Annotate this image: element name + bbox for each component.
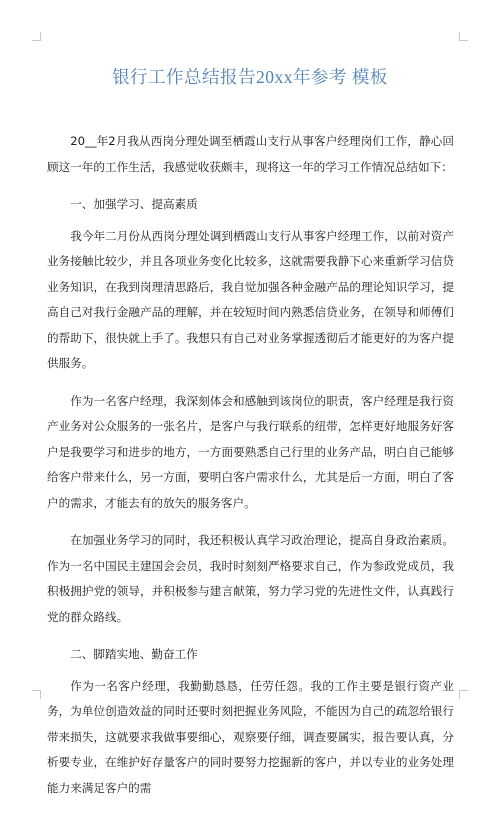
body-paragraph: 我今年二月份从西岗分理处调到栖霞山支行从事客户经理工作，以前对资产业务接触比较少，并且各项业务变化比较多，这就需要我静下心来重新学习信贷业务知识，在我到岗理清思路后，我自觉加强各种金融产品的理论知识学习，提高自己对我行金融产品的理解，并在较短时间内熟悉信贷业务，在领导和师傅们的帮助下，很快就上手了。我想只有自己对业务掌握透彻后才能更好的为客户提供服务。: [47, 228, 454, 370]
page-corner-mark-bottom-right: [459, 690, 468, 699]
document-title: 银行工作总结报告20xx年参考 模板: [112, 67, 388, 87]
page-corner-mark-top-right: [459, 32, 468, 41]
section-heading: 二、脚踏实地、勤奋工作: [70, 647, 198, 661]
body-paragraph: 作为一名客户经理，我勤勤恳恳，任劳任怨。我的工作主要是银行资产业务，为单位创造效益的同时还要时刻把握业务风险，不能因为自己的疏忽给银行带来损失，这就要求我做事要细心，观察要仔细，调查要属实，报告要认真，分析要专业，在维护好存量客户的同时要努力挖掘新的客户，并以专业的业务处理能力来满足客户的需: [47, 678, 454, 795]
body-paragraph: 作为一名客户经理，我深刻体会和感触到该岗位的职责，客户经理是我行资产业务对公众服务的一张名片，是客户与我行联系的纽带，怎样更好地服务好客户是我要学习和进步的地方，一方面要熟悉自己行里的业务产品，明白自己能够给客户带来什么，另一方面，要明白客户需求什么，尤其是后一方面，明白了客户的需求，才能去有的放矢的服务客户。: [47, 393, 454, 510]
document-body: [47, 129, 454, 813]
intro-paragraph: 20__年2月我从西岗分理处调至栖霞山支行从事客户经理岗们工作，静心回顾这一年的工作生活，我感觉收获颇丰，现将这一年的学习工作情况总结如下：: [47, 134, 454, 174]
page-corner-mark-top-left: [32, 32, 41, 41]
section-heading: 一、加强学习、提高素质: [70, 197, 198, 211]
page-corner-mark-bottom-left: [32, 690, 41, 699]
body-paragraph: 在加强业务学习的同时，我还积极认真学习政治理论，提高自身政治素质。作为一名中国民主建国会会员，我时时刻刻严格要求自己，作为参政党成员，我积极拥护党的领导，并积极参与建言献策，努力学习党的先进性文件，认真践行党的群众路线。: [47, 533, 454, 624]
